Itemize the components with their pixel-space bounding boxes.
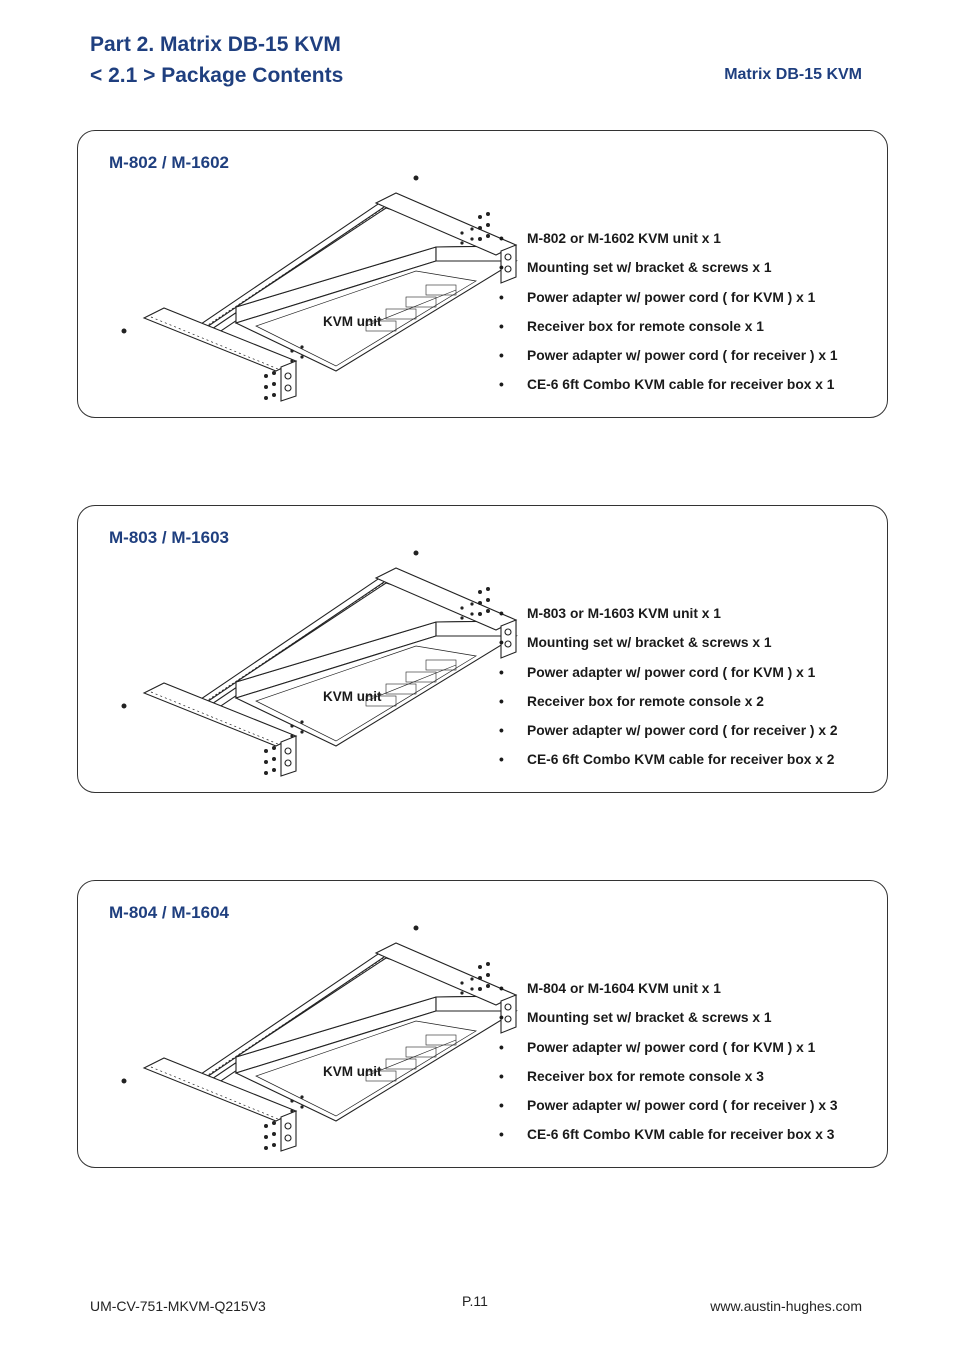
list-item <box>499 665 838 694</box>
kvm-unit-illustration <box>116 171 526 411</box>
bullet: • <box>499 664 504 680</box>
kvm-unit-illustration <box>116 546 526 786</box>
list-item <box>499 1040 838 1069</box>
panel-title: M-803 / M-1603 <box>109 528 229 547</box>
bullet: • <box>499 981 504 996</box>
package-panel-m804 <box>77 880 888 1168</box>
website-url: www.austin-hughes.com <box>710 1298 862 1314</box>
bullet: • <box>499 377 504 393</box>
list-item <box>499 1069 838 1098</box>
bullet: • <box>499 348 504 364</box>
item-text: Receiver box for remote console x 3 <box>527 1068 764 1084</box>
list-item <box>499 260 838 289</box>
list-item <box>499 231 838 260</box>
item-text: Receiver box for remote console x 2 <box>527 693 764 709</box>
list-item <box>499 723 838 752</box>
item-text: CE-6 6ft Combo KVM cable for receiver box x 3 <box>527 1127 835 1143</box>
bullet: • <box>499 1127 504 1143</box>
item-text: Power adapter w/ power cord ( for KVM ) x 1 <box>527 289 816 305</box>
contents-list <box>499 606 838 782</box>
item-text: Power adapter w/ power cord ( for receiver ) x 2 <box>527 723 838 739</box>
kvm-unit-label: KVM unit <box>323 1064 382 1079</box>
page-title: Part 2. Matrix DB-15 KVM <box>90 33 341 56</box>
bullet: • <box>499 723 504 739</box>
bullet: • <box>499 231 504 246</box>
panel-title: M-804 / M-1604 <box>109 903 229 922</box>
kvm-mounting-diagram <box>116 546 486 776</box>
bullet: • <box>499 606 504 621</box>
list-item <box>499 348 838 377</box>
contents-list <box>499 231 838 407</box>
list-item <box>499 635 838 664</box>
list-item <box>499 981 838 1010</box>
item-text: Power adapter w/ power cord ( for KVM ) x 1 <box>527 664 816 680</box>
kvm-unit-label: KVM unit <box>323 314 382 329</box>
item-text: M-802 or M-1602 KVM unit x 1 <box>527 231 721 246</box>
bullet: • <box>499 635 504 651</box>
item-text: Receiver box for remote console x 1 <box>527 318 764 334</box>
kvm-mounting-diagram <box>116 171 486 401</box>
package-panel-m802 <box>77 130 888 418</box>
contents-list <box>499 981 838 1157</box>
kvm-unit-illustration <box>116 921 526 1161</box>
list-item <box>499 290 838 319</box>
item-text: Power adapter w/ power cord ( for KVM ) x 1 <box>527 1039 816 1055</box>
item-text: Mounting set w/ bracket & screws x 1 <box>527 635 772 651</box>
page-number: P.11 <box>462 1293 488 1309</box>
product-label: Matrix DB-15 KVM <box>724 66 862 83</box>
list-item <box>499 1127 838 1156</box>
item-text: M-803 or M-1603 KVM unit x 1 <box>527 606 721 621</box>
bullet: • <box>499 1098 504 1114</box>
item-text: CE-6 6ft Combo KVM cable for receiver box x 1 <box>527 377 835 393</box>
item-text: M-804 or M-1604 KVM unit x 1 <box>527 981 721 996</box>
list-item <box>499 752 838 781</box>
package-panel-m803 <box>77 505 888 793</box>
item-text: Mounting set w/ bracket & screws x 1 <box>527 1010 772 1026</box>
list-item <box>499 319 838 348</box>
list-item <box>499 1010 838 1039</box>
bullet: • <box>499 260 504 276</box>
bullet: • <box>499 693 504 709</box>
kvm-unit-label: KVM unit <box>323 689 382 704</box>
bullet: • <box>499 1039 504 1055</box>
bullet: • <box>499 289 504 305</box>
bullet: • <box>499 1068 504 1084</box>
list-item <box>499 377 838 406</box>
list-item <box>499 694 838 723</box>
item-text: Power adapter w/ power cord ( for receiver ) x 1 <box>527 348 838 364</box>
list-item <box>499 1098 838 1127</box>
item-text: Mounting set w/ bracket & screws x 1 <box>527 260 772 276</box>
bullet: • <box>499 318 504 334</box>
bullet: • <box>499 1010 504 1026</box>
kvm-mounting-diagram <box>116 921 486 1151</box>
document-code: UM-CV-751-MKVM-Q215V3 <box>90 1298 266 1314</box>
panel-title: M-802 / M-1602 <box>109 153 229 172</box>
list-item <box>499 606 838 635</box>
bullet: • <box>499 752 504 768</box>
section-title: < 2.1 > Package Contents <box>90 64 344 87</box>
item-text: Power adapter w/ power cord ( for receiver ) x 3 <box>527 1098 838 1114</box>
item-text: CE-6 6ft Combo KVM cable for receiver box x 2 <box>527 752 835 768</box>
